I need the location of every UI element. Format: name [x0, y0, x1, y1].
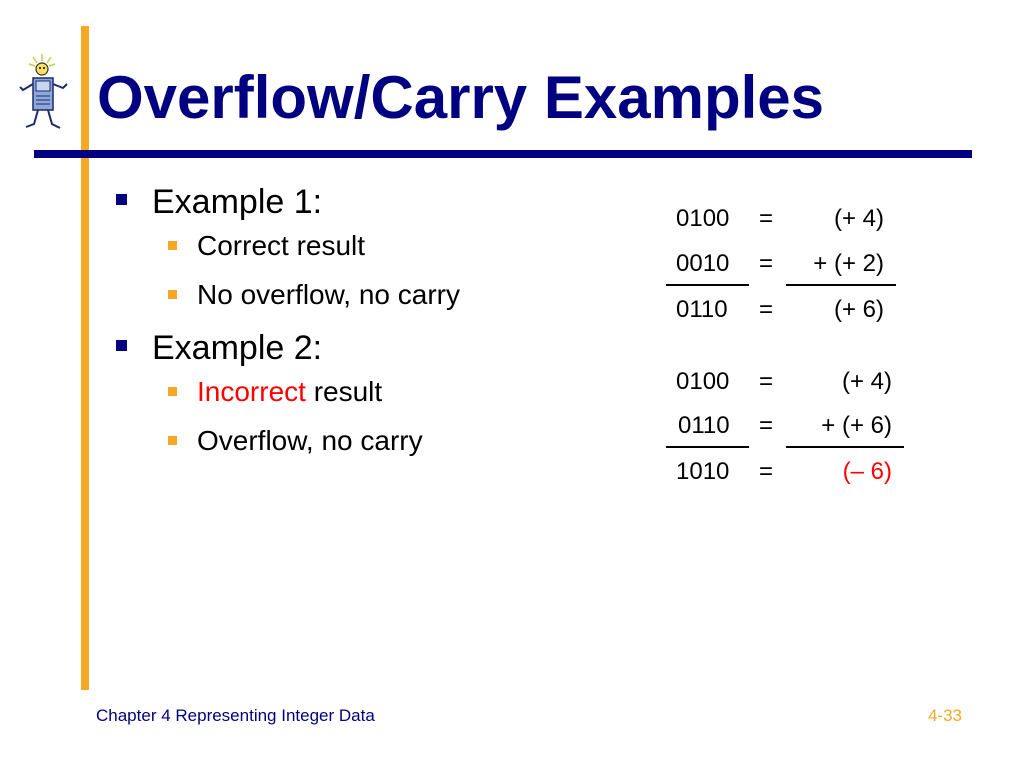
equals-sign: =: [759, 205, 774, 232]
bullet-list: [112, 180, 612, 472]
square-bullet-icon: [116, 340, 127, 351]
square-bullet-icon: [168, 387, 177, 396]
equals-sign: =: [759, 368, 774, 395]
sub-bullet-highlight: Incorrect: [197, 376, 306, 407]
bullet-label: Example 2:: [152, 329, 323, 367]
binary-result: 1010: [676, 458, 730, 485]
sum-rule-decimal: [786, 446, 904, 448]
slide-title: Overflow/Carry Examples: [97, 64, 825, 131]
sub-bullet-text: Overflow, no carry: [197, 425, 423, 456]
vertical-accent-bar: [81, 26, 89, 690]
title-underline-bar: [34, 150, 972, 158]
decimal-value: + (+ 6): [821, 412, 892, 439]
sub-bullet: [112, 374, 612, 410]
bullet-example-2: [112, 326, 612, 370]
square-bullet-icon: [116, 194, 127, 205]
sum-rule-decimal: [786, 284, 896, 286]
binary-result: 0110: [676, 296, 728, 323]
binary-operand: 0010: [676, 250, 730, 277]
bullet-label: Example 1:: [152, 183, 323, 221]
sub-bullet-text: Correct result: [197, 230, 366, 261]
decimal-result: (+ 6): [833, 296, 884, 323]
sub-bullet: [112, 228, 612, 264]
square-bullet-icon: [168, 241, 177, 250]
footer-chapter: Chapter 4 Representing Integer Data: [96, 706, 375, 725]
sub-bullet-text: No overflow, no carry: [197, 279, 460, 310]
decimal-value: (+ 4): [833, 205, 884, 232]
sum-rule-binary: [666, 284, 749, 286]
sub-bullet: [112, 277, 612, 313]
sum-rule-binary: [666, 446, 749, 448]
binary-operand: 0100: [676, 368, 730, 395]
square-bullet-icon: [168, 436, 177, 445]
footer-page-number: 4-33: [927, 706, 962, 725]
decimal-value: + (+ 2): [813, 250, 884, 277]
binary-operand: 0100: [676, 205, 730, 232]
equals-sign: =: [759, 250, 774, 277]
equals-sign: =: [759, 296, 774, 323]
square-bullet-icon: [168, 290, 177, 299]
sub-bullet-text: result: [305, 376, 383, 407]
sub-bullet: [112, 423, 612, 459]
robot-mascot-icon: [14, 52, 72, 134]
equals-sign: =: [759, 412, 774, 439]
decimal-value: (+ 4): [841, 368, 892, 395]
equals-sign: =: [759, 458, 774, 485]
binary-operand: 0110: [678, 412, 730, 439]
decimal-result-incorrect: (– 6): [842, 458, 892, 485]
bullet-example-1: [112, 180, 612, 224]
